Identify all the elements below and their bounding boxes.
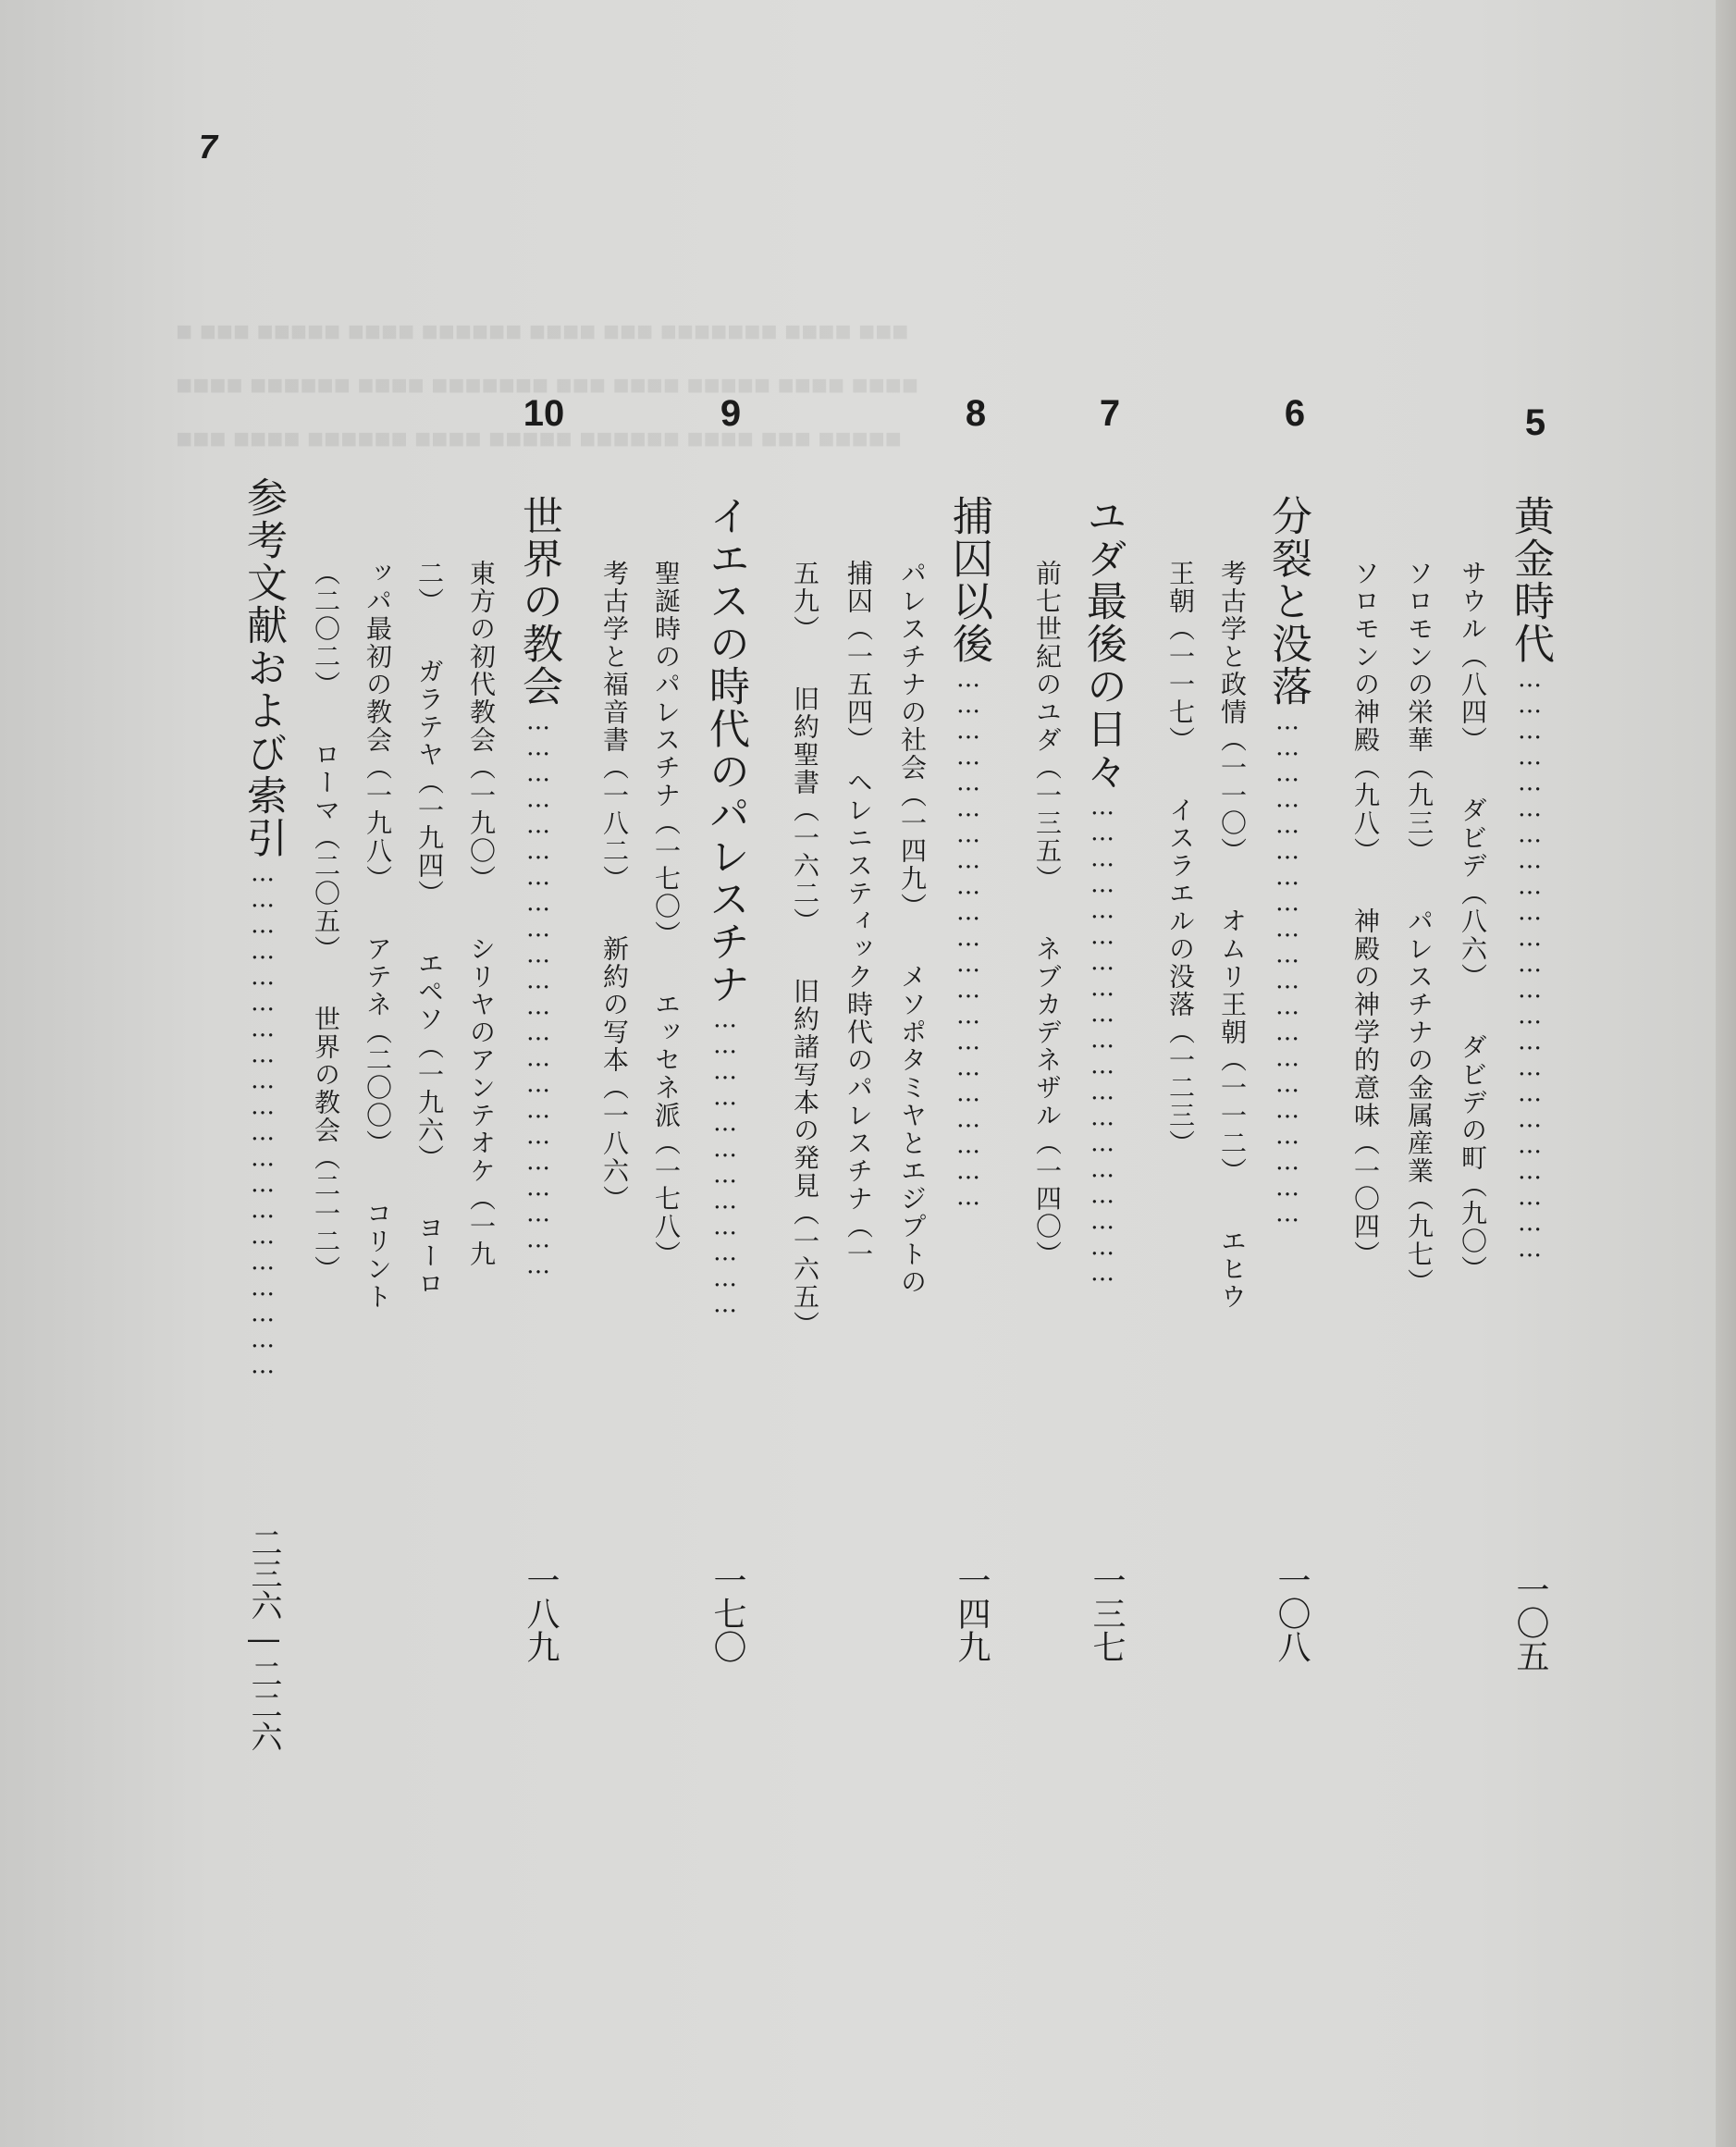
toc-subentry: 前七世紀のユダ（一三五） ネブカデネザル（一四〇） (1032, 560, 1063, 1268)
page-edge (1716, 0, 1736, 2147)
toc-subentry: 二） ガラテヤ（一九四） エペソ（一九六） ヨーロ (414, 560, 445, 1298)
chapter-number-8: 8 (965, 393, 987, 434)
chapter-page-5: 一〇五 (1511, 1573, 1549, 1672)
toc-subentry: 東方の初代教会（一九〇） シリヤのアンテオケ（一九 (466, 560, 497, 1268)
page-number: 7 (199, 128, 218, 166)
chapter-number-5: 5 (1524, 402, 1546, 443)
chapter-page-9: 一七〇 (708, 1563, 746, 1663)
chapter-page-8: 一四九 (953, 1563, 991, 1663)
chapter-title-8: 捕囚以後……………………………………………………… (945, 495, 992, 1209)
toc-subentry: サウル（八四） ダビデ（八六） ダビデの町（九〇） (1458, 560, 1488, 1283)
toc-subentry: パレスチナの社会（一四九） メソポタミヤとエジプトの (897, 560, 928, 1296)
references-page: 二三六―二二六 (245, 1526, 282, 1752)
chapter-page-6: 一〇八 (1273, 1563, 1311, 1663)
chapter-title-6: 分裂と没落…………………………………………………… (1264, 495, 1311, 1226)
chapter-title-7: ユダ最後の日々………………………………………………… (1079, 495, 1127, 1285)
chapter-title-9: イエスの時代のパレスチナ……………………………… (702, 495, 749, 1316)
chapter-title-5: 黄金時代…………………………………………………………… (1507, 495, 1554, 1261)
toc-subentry: ッパ最初の教会（一九八） アテネ（二〇〇） コリント (363, 560, 393, 1311)
toc-subentry: （二〇二） ローマ（二〇五） 世界の教会（二一二） (311, 560, 341, 1283)
chapter-number-6: 6 (1284, 393, 1306, 434)
chapter-page-7: 一三七 (1088, 1563, 1126, 1663)
chapter-number-10: 10 (523, 393, 565, 434)
chapter-title-10: 世界の教会………………………………………………………… (515, 495, 562, 1277)
references-title: 参考文献および索引…………………………………………………… (240, 476, 287, 1377)
toc-subentry: 聖誕時のパレスチナ（一七〇） エッセネ派（一七八） (651, 560, 682, 1268)
toc-subentry: 五九） 旧約聖書（一六二） 旧約諸写本の発見（一六五） (790, 560, 820, 1339)
chapter-number-9: 9 (720, 393, 742, 434)
toc-subentry: 考古学と政情（一一〇） オムリ王朝（一一二） エヒウ (1217, 560, 1248, 1311)
toc-subentry: ソロモンの栄華（九三） パレスチナの金属産業（九七） (1404, 560, 1434, 1296)
toc-subentry: 考古学と福音書（一八二） 新約の写本（一八六） (599, 560, 630, 1213)
toc-subentry: 捕囚（一五四） ヘレニスティック時代のパレスチナ（一 (843, 560, 874, 1268)
bleed-through-text: ■ ■■■ ■■■■■ ■■■■ ■■■■■■ ■■■■ ■■■ ■■■■■■■ ■■■■ ■■■ ■■■■ ■■■■■■ ■■■■ ■■■■■■■ ■■■ ■■■■ ■■■■■ ■■■■ ■■■■ ■■■ ■■■■ ■■■■■■ ■■■■ ■■■■■ ■■■■■■ ■■■■ ■■■ ■■■■■ (176, 316, 918, 454)
toc-subentry: 王朝（一一七） イスラエルの没落（一二三） (1165, 560, 1196, 1157)
chapter-page-10: 一八九 (522, 1563, 560, 1663)
chapter-number-7: 7 (1099, 393, 1121, 434)
toc-subentry: ソロモンの神殿（九八） 神殿の神学的意味（一〇四） (1350, 560, 1381, 1268)
